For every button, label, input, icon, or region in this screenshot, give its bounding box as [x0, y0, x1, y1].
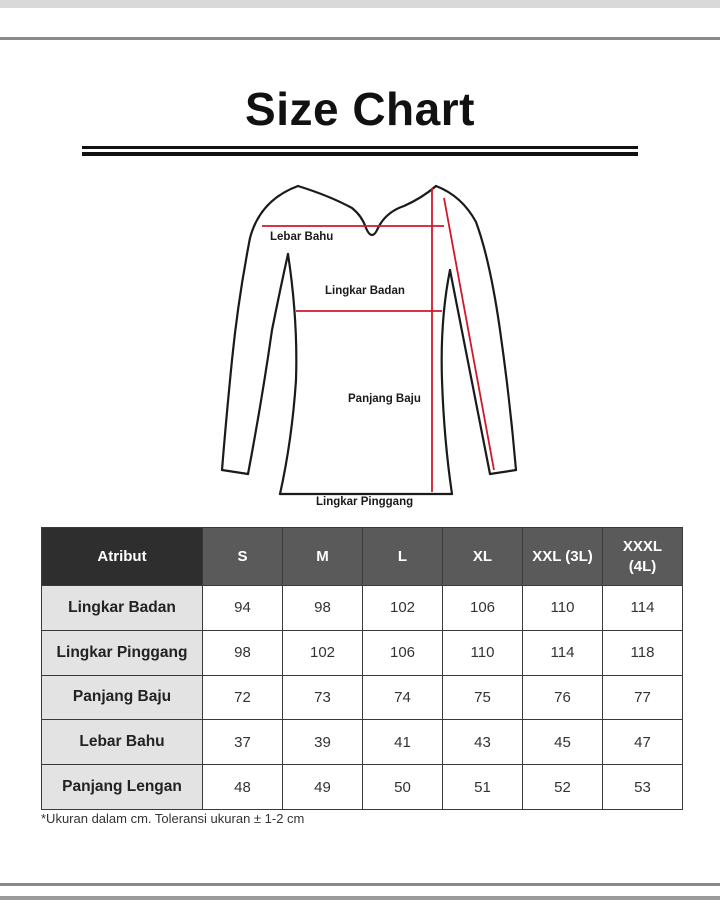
header-attribute: Atribut [42, 528, 203, 586]
left-sleeve-inner [248, 254, 288, 474]
row-label: Lingkar Badan [42, 586, 203, 631]
table-row [42, 765, 683, 810]
row-label: Panjang Baju [42, 675, 203, 720]
table-cell: 47 [603, 720, 683, 765]
label-hem: Lingkar Pinggang [316, 496, 414, 508]
bottom-border-line [0, 883, 720, 886]
body-right-side [442, 270, 452, 494]
left-sleeve-outer [222, 186, 298, 470]
right-sleeve-inner [450, 270, 490, 474]
table-cell: 102 [363, 586, 443, 631]
body-left-side [280, 254, 296, 494]
table-cell: 75 [443, 675, 523, 720]
table-cell: 43 [443, 720, 523, 765]
table-cell: 45 [523, 720, 603, 765]
top-border-light [0, 0, 720, 8]
header-size-s: S [203, 528, 283, 586]
left-cuff [222, 470, 248, 474]
label-length: Panjang Baju [348, 393, 421, 405]
table-cell: 106 [443, 586, 523, 631]
table-cell: 74 [363, 675, 443, 720]
right-sleeve-outer [436, 186, 516, 470]
table-cell: 50 [363, 765, 443, 810]
header-size-xxxl [603, 528, 683, 586]
page-title: Size Chart [245, 83, 475, 135]
neckline [298, 186, 436, 235]
label-shoulder: Lebar Bahu [270, 231, 334, 243]
row-label: Panjang Lengan [42, 765, 203, 810]
table-cell: 110 [523, 586, 603, 631]
table-row [42, 586, 683, 631]
header-size-l: L [363, 528, 443, 586]
table-cell: 41 [363, 720, 443, 765]
table-cell: 48 [203, 765, 283, 810]
header-size-xxl: XXL (3L) [523, 528, 603, 586]
table-header-row [42, 528, 683, 586]
label-chest: Lingkar Badan [325, 285, 405, 297]
table-cell: 52 [523, 765, 603, 810]
table-cell: 102 [283, 630, 363, 675]
table-cell: 110 [443, 630, 523, 675]
table-cell: 73 [283, 675, 363, 720]
table-row [42, 675, 683, 720]
bottom-border-line-thick [0, 896, 720, 900]
header-size-xl: XL [443, 528, 523, 586]
table-cell: 77 [603, 675, 683, 720]
row-label: Lebar Bahu [42, 720, 203, 765]
row-label: Lingkar Pinggang [42, 630, 203, 675]
table-cell: 114 [603, 586, 683, 631]
size-table [41, 527, 683, 810]
table-cell: 94 [203, 586, 283, 631]
table-cell: 72 [203, 675, 283, 720]
title-rule-upper [82, 146, 638, 149]
table-row [42, 720, 683, 765]
header-size-xxxl-label: XXXL (4L) [622, 538, 663, 575]
shirt-diagram [0, 170, 720, 520]
shirt-outline [222, 186, 516, 494]
table-cell: 114 [523, 630, 603, 675]
right-cuff [490, 470, 516, 474]
title-rule-lower [82, 152, 638, 156]
table-cell: 98 [203, 630, 283, 675]
table-cell: 98 [283, 586, 363, 631]
table-cell: 53 [603, 765, 683, 810]
table-cell: 76 [523, 675, 603, 720]
table-row [42, 630, 683, 675]
size-note: *Ukuran dalam cm. Toleransi ukuran ± 1-2 cm [41, 811, 305, 826]
table-cell: 39 [283, 720, 363, 765]
top-border-line [0, 37, 720, 40]
table-cell: 118 [603, 630, 683, 675]
table-cell: 51 [443, 765, 523, 810]
header-size-m: M [283, 528, 363, 586]
table-cell: 106 [363, 630, 443, 675]
sleeve-line [444, 198, 494, 470]
table-cell: 37 [203, 720, 283, 765]
table-cell: 49 [283, 765, 363, 810]
